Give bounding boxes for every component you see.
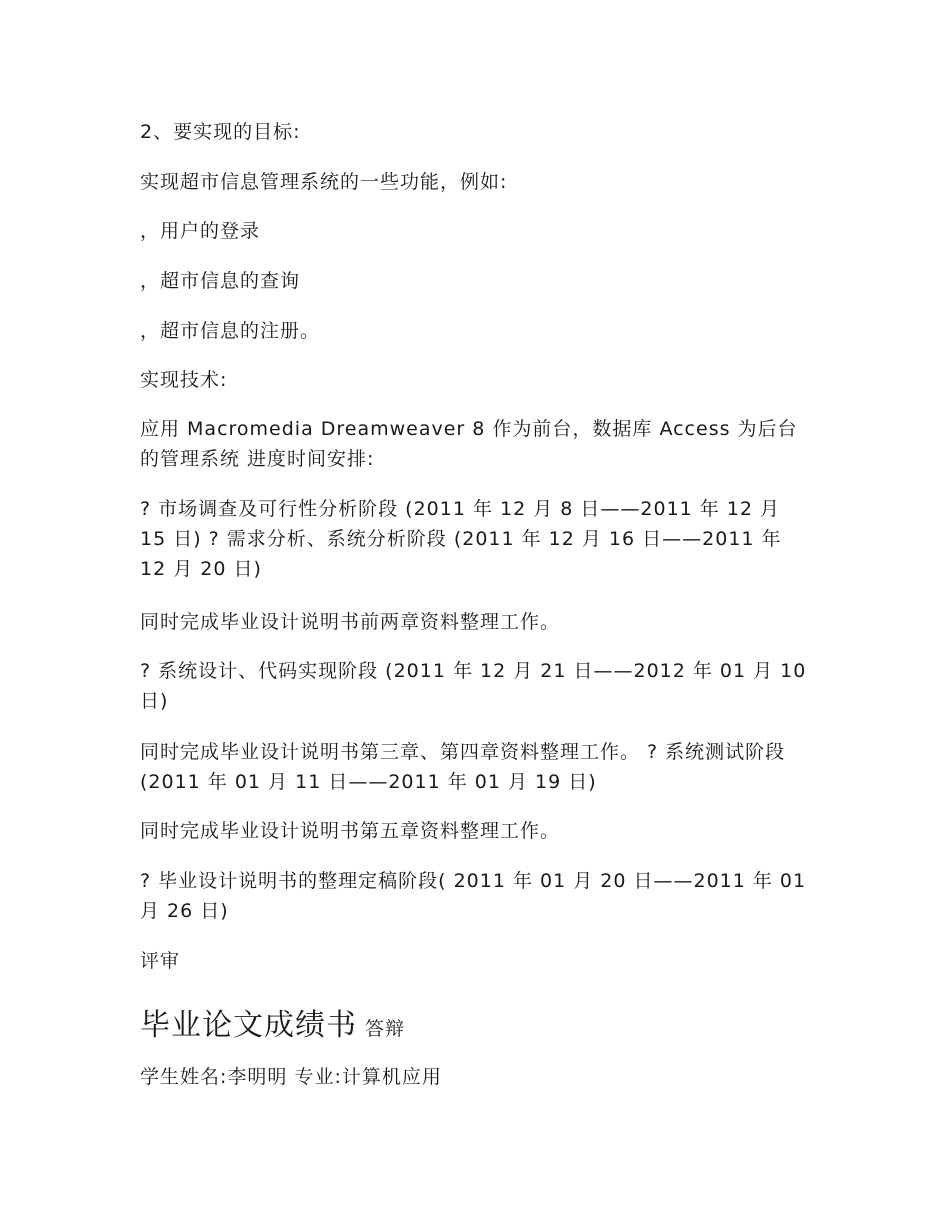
grade-title: 毕业论文成绩书 bbox=[140, 1008, 357, 1043]
schedule-phase-3: ? 系统设计、代码实现阶段 (2011 年 12 月 21 日——2012 年 01 月 10 日) bbox=[140, 660, 807, 712]
tech-description: 应用 Macromedia Dreamweaver 8 作为前台，数据库 Access 为后台的管理系统 进度时间安排: bbox=[140, 418, 798, 470]
feature-login: ，用户的登录 bbox=[140, 220, 261, 242]
review-label: 评审 bbox=[140, 950, 181, 972]
schedule-phase-5: ? 毕业设计说明书的整理定稿阶段( 2011 年 01 月 20 日——2011 年 01 月 26 日) bbox=[140, 870, 807, 922]
student-info: 学生姓名:李明明 专业:计算机应用 bbox=[140, 1066, 442, 1088]
feature-query: ，超市信息的查询 bbox=[140, 270, 301, 292]
grade-title-line bbox=[140, 1000, 810, 1044]
goal-heading: 2、要实现的目标: bbox=[140, 121, 301, 143]
schedule-note-1: 同时完成毕业设计说明书前两章资料整理工作。 bbox=[140, 611, 561, 633]
grade-subtitle: 答辩 bbox=[365, 1018, 406, 1040]
goal-intro: 实现超市信息管理系统的一些功能，例如: bbox=[140, 171, 508, 193]
schedule-note-2-phase-4: 同时完成毕业设计说明书第三章、第四章资料整理工作。 ? 系统测试阶段 (2011 年 01 月 11 日——2011 年 01 月 19 日) bbox=[140, 741, 786, 793]
schedule-phase-1-2: ? 市场调查及可行性分析阶段 (2011 年 12 月 8 日——2011 年 12 月 15 日) ? 需求分析、系统分析阶段 (2011 年 12 月 16 日——2011 年 12 月 20 日) bbox=[140, 498, 782, 580]
schedule-note-3: 同时完成毕业设计说明书第五章资料整理工作。 bbox=[140, 820, 561, 842]
tech-heading: 实现技术: bbox=[140, 369, 228, 391]
feature-register: ，超市信息的注册。 bbox=[140, 320, 321, 342]
